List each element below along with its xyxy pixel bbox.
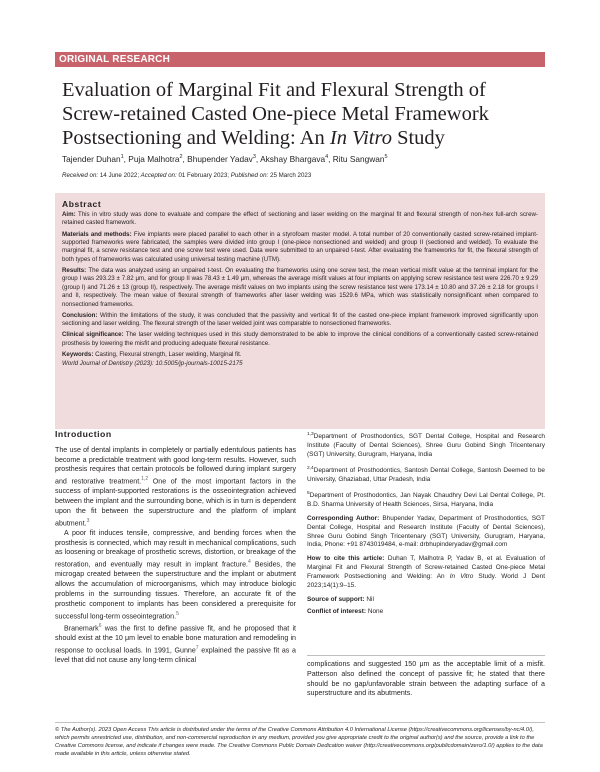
- author-name: Puja Malhotra: [128, 153, 180, 164]
- source-of-support: [307, 596, 545, 605]
- abstract-keywords: [62, 351, 538, 359]
- abstract-conclusion: [62, 312, 538, 329]
- aim-label: Aim:: [62, 211, 76, 218]
- license-footer: [55, 726, 545, 758]
- corresponding-label: Corresponding Author:: [307, 514, 380, 522]
- author-name: Bhupender Yadav: [187, 153, 253, 164]
- conflict-of-interest: [307, 608, 545, 617]
- introduction-continued: [307, 660, 545, 699]
- published-date: 25 March 2023: [270, 172, 312, 179]
- cite-label: How to cite this article:: [307, 555, 385, 563]
- received-date: 14 June 2022;: [99, 172, 140, 179]
- author-name: Ritu Sangwan: [332, 153, 385, 164]
- intro-p1: The use of dental implants in completely or partially edentulous patients has become a predictable treatment with good long-term results. However, such prosthesis requires that certain protocols be followed during implant surgery and restorative treatment.: [55, 445, 296, 486]
- intro-continued-text: complications and suggested 150 μm as the acceptable limit of a misfit. Patterson also defined the concept of passive fit; he stated that there should be no gap/unfavorable strain between the adapting surface of a superstructure and its abutments.: [307, 660, 545, 698]
- cite-italic: In Vitro: [449, 573, 474, 581]
- author-sup: 5: [384, 154, 388, 160]
- keywords-text: Casting, Flexural strength, Laser welding, Marginal fit.: [95, 350, 242, 358]
- corresponding-author: [307, 515, 545, 551]
- citation-sup: 5: [176, 610, 179, 617]
- affiliation-text: Department of Prosthodontics, Santosh Dental College, Santosh Deemed to be University, Ghaziabad, Uttar Pradesh, India: [307, 467, 545, 483]
- intro-paragraph-2: [55, 529, 296, 622]
- support-text: Nil: [366, 596, 374, 604]
- affiliation-text: Department of Prosthodontics, Jan Nayak Chaudhry Devi Lal Dental College, Pt. B.D. Sharma University of Health Sciences, Sirsa, Haryana, India: [307, 491, 545, 508]
- affiliation-2: [307, 465, 545, 485]
- results-label: Results:: [62, 266, 87, 274]
- affiliation-text: Department of Prosthodontics, SGT Dental College, Hospital and Research Institute (Faculty of Dental Sciences), Shree Guru Gobind Singh Tricentenary (SGT) University, Gurugram, Haryana, India: [307, 433, 545, 458]
- citation-sup: 6: [98, 622, 102, 629]
- cite-end: Study. World J Dent 2023;14(1):9–15.: [307, 573, 545, 590]
- author-name: Akshay Bhargava: [260, 153, 326, 164]
- license-text: © The Author(s). 2023 Open Access This article is distributed under the terms of the Creative Commons Attribution 4.0 International License (https://creativecommons.org/licenses/by-nc/4.0/), which permits unrestricted use, distribution, and non-commercial reproduction in any medium, provided you give appropriate credit to the original author(s) and the source, provide a link to the Creative Commons license, and indicate if changes were made. The Creative Commons Public Domain Dedication waiver (http://creativecommons.org/publicdomain/zero/1.0/) applies to the data made available in this article, unless otherwise stated.: [55, 727, 543, 758]
- intro-p1b: One of the most important factors in the success of implant-supported restorations is the osseointegration achieved between the implant and the surrounding bone, which is in turn is dependent upon the fit between the superstructure and the platform of implant abutment.: [55, 477, 296, 528]
- affiliation-1: [307, 431, 545, 460]
- article-type-banner: ORIGINAL RESEARCH: [55, 52, 545, 67]
- intro-paragraph-1: [55, 446, 296, 529]
- affiliation-sup: 1,3: [307, 432, 314, 437]
- footer-divider: [55, 722, 545, 723]
- how-to-cite: [307, 555, 545, 591]
- abstract-heading: Abstract: [62, 199, 102, 209]
- conclusion-label: Conclusion:: [62, 311, 98, 319]
- results-text: The data was analyzed using an unpaired t-test. On evaluating the frameworks using one screw test, the mean vertical misfit value at the terminal implant for the group I was 293.23 ± 7.82 μm, and for group II was 78.43 ± 1.49 μm, whereas the average misfit values at four implants on applying screw resistance test were 226.70 ± 9.29 (group I) and 71.26 ± 13 (group II), respectively. The average misfit values on two implants using the screw resistance test were 173.14 ± 10.80 and 37.26 ± 2.18 for groups I and II, respectively. The mean value of flexural strength of frameworks after laser welding was 1529.6 MPa, which was statistically nonsignificant when compared to nonsectioned frameworks.: [62, 266, 538, 308]
- clinical-label: Clinical significance:: [62, 331, 124, 339]
- affiliation-column: [307, 431, 545, 617]
- intro-p3a: Branemark: [64, 624, 99, 633]
- abstract-body: [62, 211, 538, 371]
- methods-text: Five implants were placed parallel to each other in a styrofoam master model. A total number of 20 conventionally casted screw-retained implant-supported frameworks were fabricated, the samples were divided into group I (one-piece nonsectioned and welded) and group II (sectioned and welded). To evaluate the marginal fit, a screw resistance test and one screw test were used. Data were submitted to an unpaired t-test. After evaluating the frameworks for fit, the flexural strength of both types of frameworks was calculated using universal testing machine (UTM).: [62, 230, 538, 263]
- journal-reference: [62, 360, 538, 368]
- affiliation-3: [307, 490, 545, 510]
- citation-sup: 3: [86, 517, 90, 524]
- abstract-results: [62, 267, 538, 309]
- clinical-text: The laser welding techniques used in this study demonstrated to be able to improve the clinical conditions of a conventionally casted screw-retained prosthesis by lowering the misfit and producing adequate flexural resistance.: [62, 331, 538, 347]
- intro-p2b: Besides, the microgap created between the superstructure and the implant or abutment allows the accumulation of microorganisms, which may introduce biologic problems in the surrounding tissues. Therefore, an accurate fit of the prosthetic component to implants has been considered a prerequisite for successful long-term osseointegration.: [55, 560, 296, 620]
- corresponding-text: Bhupender Yadav, Department of Prosthodontics, SGT Dental College, Hospital and Research Institute (Faculty of Dental Sciences), Shree Guru Gobind Singh Tricentenary (SGT) University, Gurugram, Haryana, India, Phone: +91 8743019484, e-mail: drbhupinderyadav@gmail.com: [307, 514, 545, 549]
- author-sup: 1: [120, 154, 124, 160]
- article-title: [62, 78, 532, 150]
- intro-p3c: explained the passive fit as a level that did not cause any long-term clinical: [55, 646, 296, 664]
- publication-dates: [62, 171, 532, 180]
- introduction-heading: Introduction: [55, 429, 112, 439]
- abstract-methods: [62, 231, 538, 265]
- title-italic: In Vitro: [329, 127, 392, 149]
- conflict-text: None: [367, 607, 384, 615]
- author-sup: 2: [179, 154, 183, 160]
- received-label: Received on:: [62, 172, 99, 179]
- aim-text: This in vitro study was done to evaluate and compare the effect of sectioning and laser welding on the marginal fit and flexural strength of non-hex full-arch screw-retained casted framework.: [62, 211, 538, 227]
- column-divider: [307, 655, 545, 656]
- citation-sup: 7: [195, 644, 199, 651]
- cite-text: Duhan T, Malhotra P, Yadav B, et al. Evaluation of Marginal Fit and Flexural Strength of Screw-retained Casted One-piece Metal Framework Postsectioning and Welding: An: [307, 555, 546, 581]
- author-sup: 4: [325, 154, 329, 160]
- author-list: Tajender Duhan$^1$, Puja Malhotra$^2$, Bhupender Yadav$^3$, Akshay Bhargava$^4$, Ritu Sangwan$^5$: [62, 153, 388, 164]
- abstract-aim: [62, 211, 538, 228]
- title-main: Evaluation of Marginal Fit and Flexural Strength of Screw-retained Casted One-piece Metal Framework Postsectioning and Welding: An: [62, 79, 489, 149]
- citation-sup: 4: [247, 559, 251, 566]
- conflict-label: Conflict of interest:: [307, 607, 367, 615]
- affiliation-sup: 5: [307, 490, 310, 496]
- introduction-column: [55, 430, 296, 666]
- published-label: Published on:: [230, 172, 269, 179]
- author-name: Tajender Duhan: [62, 153, 121, 164]
- methods-label: Materials and methods:: [62, 230, 132, 238]
- support-label: Source of support:: [307, 596, 365, 604]
- accepted-label: Accepted on:: [140, 172, 177, 179]
- journal-text: World Journal of Dentistry (2023): 10.5005/jp-journals-10015-2175: [62, 360, 243, 368]
- affiliation-sup: 2,4: [307, 465, 314, 471]
- accepted-date: 01 February 2023;: [178, 172, 230, 179]
- intro-p3b: was the first to define passive fit, and he proposed that it should exist at the 10 μm level to enable bone maturation and remodeling in response to occlusal loads. In 1991, Gunne: [55, 624, 296, 655]
- title-end: Study: [391, 127, 445, 149]
- keywords-label: Keywords:: [62, 350, 94, 358]
- author-sup: 3: [252, 154, 256, 160]
- citation-sup: 1,2: [141, 476, 149, 483]
- conclusion-text: Within the limitations of the study, it was concluded that the passivity and vertical fit of the casted one-piece implant framework improved significantly upon sectioning and laser welding. The flexural strength of the laser welded joint was comparable to nonsectioned frameworks.: [62, 311, 538, 328]
- intro-p2: A poor fit induces tensile, compressive, and bending forces when the prosthesis is connected, which may result in mechanical complications, such as loosening or breakage of prosthetic screws, distortion, or breakage of the restoration, and eventually may result in implant fracture.: [55, 528, 296, 569]
- intro-paragraph-3: [55, 622, 296, 666]
- abstract-clinical: [62, 331, 538, 348]
